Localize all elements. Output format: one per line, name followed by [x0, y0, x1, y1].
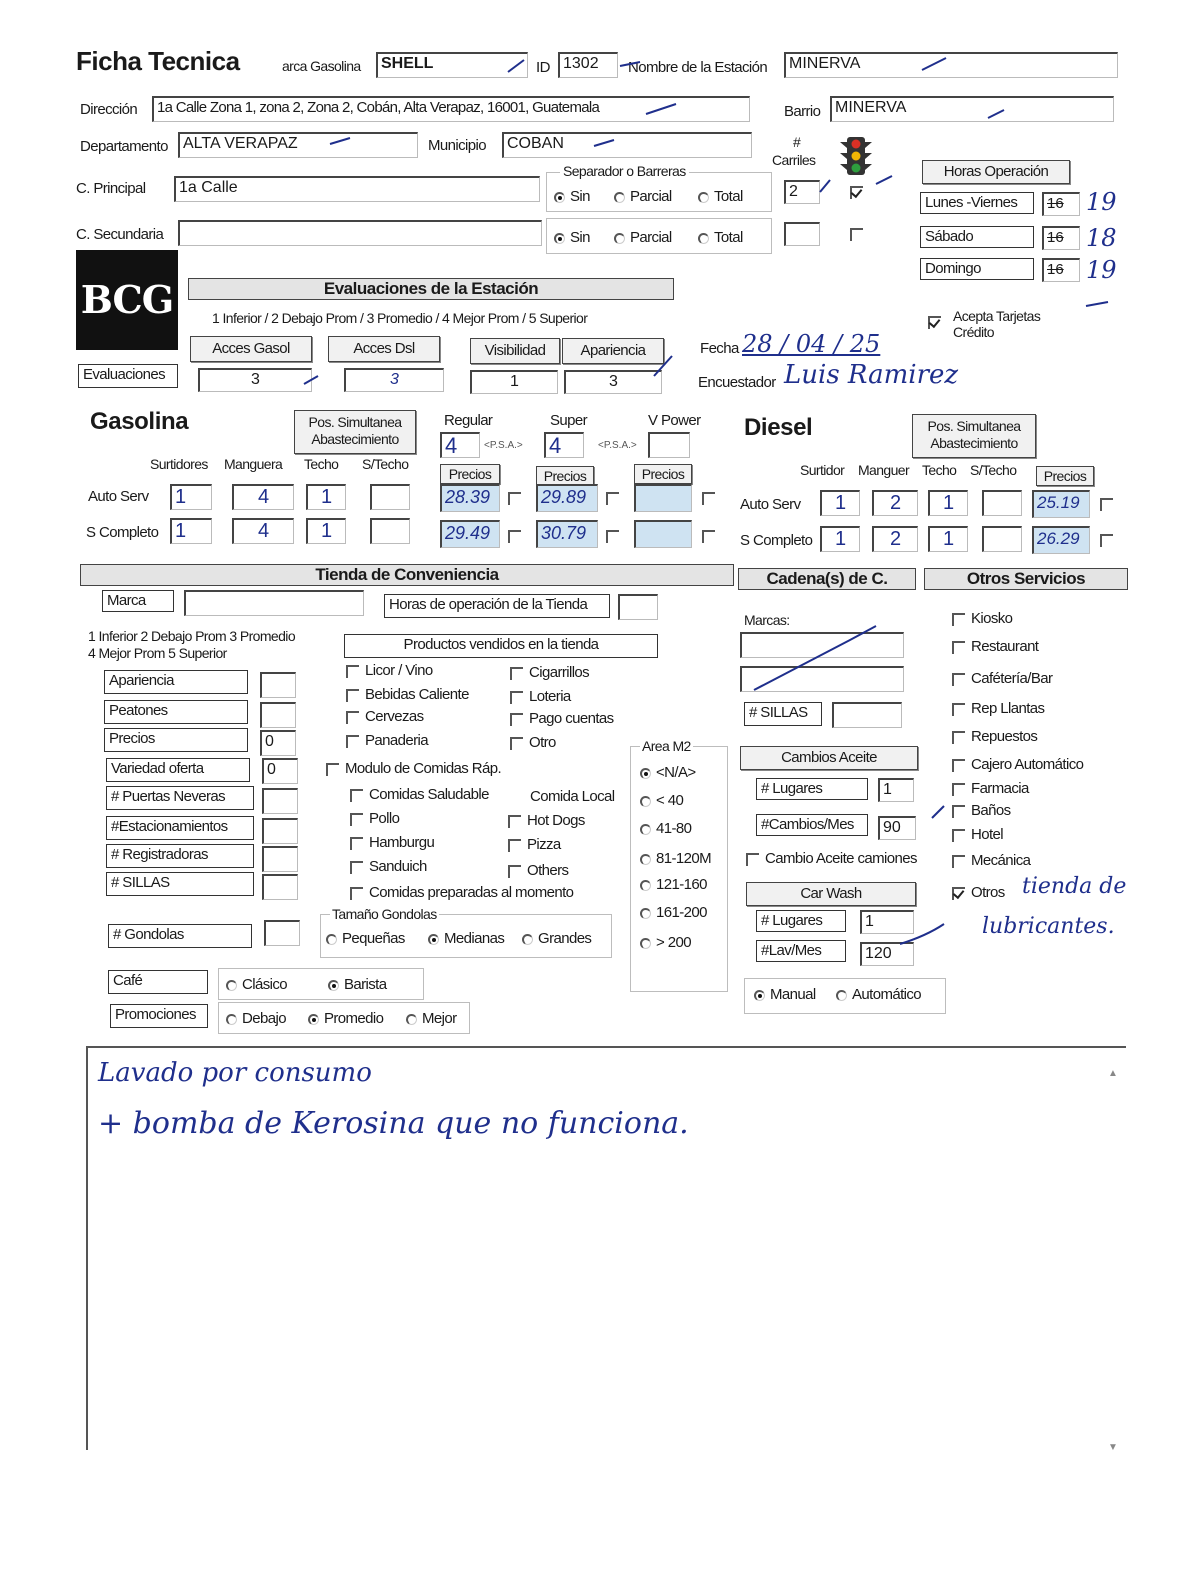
- precios-field-tienda[interactable]: 0: [260, 730, 296, 756]
- separador-principal-parcial[interactable]: Parcial: [614, 188, 672, 205]
- estacionamientos-label: #Estacionamientos: [106, 816, 254, 840]
- cadena-header: Cadena(s) de C.: [738, 568, 916, 590]
- car-wash-automatico[interactable]: Automático: [836, 986, 921, 1003]
- notes-line-1: Lavado por consumo: [98, 1058, 372, 1088]
- gas-scompleto-label: S Completo: [86, 524, 159, 541]
- variedad-label: Variedad oferta: [106, 758, 250, 782]
- gas-sc-manguera-field[interactable]: 4: [232, 518, 294, 544]
- servicio-rep-llantas[interactable]: Rep Llantas: [952, 700, 1044, 717]
- fecha-handwritten: 28 / 04 / 25: [742, 330, 881, 358]
- tamano-medianas[interactable]: Medianas: [428, 930, 504, 947]
- prod-cervezas[interactable]: Cervezas: [346, 708, 424, 725]
- prod-otro[interactable]: Otro: [510, 734, 556, 751]
- lunes-viernes-label: Lunes -Viernes: [920, 192, 1034, 214]
- separador-secundaria-parcial[interactable]: Parcial: [614, 229, 672, 246]
- variedad-field[interactable]: 0: [262, 758, 298, 784]
- cadena-marcas-label: Marcas:: [744, 612, 790, 628]
- precios-label-tienda: Precios: [104, 728, 248, 752]
- calle-principal-label: C. Principal: [76, 180, 146, 197]
- acces-gasol-label: Acces Gasol: [190, 336, 312, 362]
- visibilidad-label: Visibilidad: [470, 338, 560, 364]
- diesel-as-techo-field[interactable]: 1: [928, 490, 968, 516]
- diesel-col-surtidor: Surtidor: [800, 462, 845, 478]
- servicio-cajero[interactable]: Cajero Automático: [952, 756, 1083, 773]
- vpower-precios-label: Precios: [634, 464, 692, 484]
- prod-licor[interactable]: Licor / Vino: [346, 662, 433, 679]
- diesel-precios-label: Precios: [1036, 466, 1094, 486]
- puertas-neveras-label: # Puertas Neveras: [106, 786, 254, 810]
- area-41-80[interactable]: 41-80: [640, 820, 691, 837]
- otros-handwritten-2: lubricantes.: [982, 914, 1115, 939]
- separador-secundaria-sin[interactable]: Sin: [554, 229, 590, 246]
- departamento-label: Departamento: [80, 138, 168, 155]
- gas-as-techo-field[interactable]: 1: [306, 484, 346, 510]
- comida-pollo[interactable]: Pollo: [350, 810, 399, 827]
- gas-as-super-precio[interactable]: 29.89: [536, 484, 598, 512]
- separador-secundaria-total[interactable]: Total: [698, 229, 743, 246]
- tienda-horas-label: Horas de operación de la Tienda: [384, 594, 610, 618]
- diesel-as-precio[interactable]: 25.19: [1032, 490, 1090, 518]
- servicio-restaurant[interactable]: Restaurant: [952, 638, 1038, 655]
- tamano-grandes[interactable]: Grandes: [522, 930, 591, 947]
- area-m2-title: Area M2: [642, 738, 691, 754]
- diesel-sc-techo-field[interactable]: 1: [928, 526, 968, 552]
- registradoras-label: # Registradoras: [106, 844, 254, 868]
- area-81-120[interactable]: 81-120M: [640, 850, 711, 867]
- vpower-label: V Power: [648, 412, 701, 429]
- otros-handwritten-1: tienda de: [1022, 874, 1127, 899]
- nombre-estacion-label: Nombre de la Estación: [628, 59, 768, 76]
- nombre-estacion-field[interactable]: MINERVA: [784, 52, 1118, 78]
- comida-pizza[interactable]: Pizza: [508, 836, 561, 853]
- regular-psa-marker: <P.S.A.>: [484, 440, 523, 451]
- tamano-gondolas-title: Tamaño Gondolas: [332, 906, 437, 922]
- diesel-pos-simultanea-label: Pos. Simultanea Abastecimiento: [912, 414, 1036, 458]
- ca-lugares-field[interactable]: 1: [878, 778, 914, 802]
- sabado-handwritten: 18: [1086, 224, 1117, 252]
- gasolina-pos-simultanea-label: Pos. Simultanea Abastecimiento: [294, 410, 416, 454]
- car-wash-manual[interactable]: Manual: [754, 986, 816, 1003]
- comidas-preparadas[interactable]: Comidas preparadas al momento: [350, 884, 573, 901]
- diesel-sc-surtidor-field[interactable]: 1: [820, 526, 860, 552]
- evaluaciones-header: Evaluaciones de la Estación: [188, 278, 674, 300]
- encuestador-label: Encuestador: [698, 374, 776, 391]
- barrio-label: Barrio: [784, 103, 821, 120]
- lunes-viernes-handwritten: 19: [1086, 188, 1117, 216]
- diesel-col-stecho: S/Techo: [970, 462, 1017, 478]
- promociones-label: Promociones: [110, 1004, 208, 1028]
- barrio-field[interactable]: MINERVA: [830, 96, 1114, 122]
- otros-servicios-header: Otros Servicios: [924, 568, 1128, 590]
- lunes-viernes-field[interactable]: 16: [1042, 192, 1080, 216]
- comida-others[interactable]: Others: [508, 862, 568, 879]
- comida-hamburguesa[interactable]: Hamburgu: [350, 834, 434, 851]
- tienda-scale: 1 Inferior 2 Debajo Prom 3 Promedio 4 Mejor Prom 5 Superior: [88, 628, 295, 661]
- col-surtidores-label: Surtidores: [150, 456, 208, 472]
- super-precios-label: Precios: [536, 466, 594, 486]
- diesel-as-surtidor-field[interactable]: 1: [820, 490, 860, 516]
- direccion-field[interactable]: 1a Calle Zona 1, zona 2, Zona 2, Cobán, Alta Verapaz, 16001, Guatemala: [152, 96, 750, 122]
- servicio-farmacia[interactable]: Farmacia: [952, 780, 1029, 797]
- promo-debajo[interactable]: Debajo: [226, 1010, 286, 1027]
- municipio-label: Municipio: [428, 137, 486, 154]
- sabado-label: Sábado: [920, 226, 1034, 248]
- scroll-up-icon[interactable]: ▲: [1108, 1068, 1118, 1079]
- id-field[interactable]: 1302: [558, 52, 618, 78]
- servicio-otros[interactable]: Otros: [952, 884, 1005, 901]
- gas-sc-techo-field[interactable]: 1: [306, 518, 346, 544]
- regular-label: Regular: [444, 412, 493, 429]
- regular-pos-field[interactable]: 4: [440, 432, 480, 458]
- domingo-field[interactable]: 16: [1042, 258, 1080, 282]
- promo-mejor[interactable]: Mejor: [406, 1010, 457, 1027]
- cafe-barista[interactable]: Barista: [328, 976, 387, 993]
- gas-autoserv-label: Auto Serv: [88, 488, 149, 505]
- gas-sc-surtidores-field[interactable]: 1: [170, 518, 212, 544]
- ca-cambios-mes-field[interactable]: 90: [878, 816, 916, 840]
- cw-lugares-label: # Lugares: [756, 910, 846, 932]
- notes-line-2: + bomba de Kerosina que no funciona.: [98, 1106, 689, 1141]
- diesel-scompleto-label: S Completo: [740, 532, 813, 549]
- cw-lav-mes-field[interactable]: 120: [860, 942, 914, 966]
- diesel-sc-manguera-field[interactable]: 2: [872, 526, 918, 552]
- area-na[interactable]: <N/A>: [640, 764, 696, 781]
- sillas-label-tienda: # SILLAS: [106, 872, 254, 896]
- area-lt-40[interactable]: < 40: [640, 792, 683, 809]
- comida-saludable[interactable]: Comidas Saludable: [350, 786, 489, 803]
- servicio-hotel[interactable]: Hotel: [952, 826, 1003, 843]
- direccion-label: Dirección: [80, 101, 138, 118]
- diesel-as-manguera-field[interactable]: 2: [872, 490, 918, 516]
- gasolina-title: Gasolina: [90, 408, 189, 435]
- prod-panaderia[interactable]: Panaderia: [346, 732, 428, 749]
- super-psa-marker: <P.S.A.>: [598, 440, 637, 451]
- bcg-logo: BCG: [76, 250, 178, 350]
- cw-lav-mes-label: #Lav/Mes: [756, 940, 846, 962]
- tienda-marca-label: Marca: [102, 590, 174, 612]
- promo-promedio[interactable]: Promedio: [308, 1010, 383, 1027]
- marca-gasolina-field[interactable]: SHELL: [376, 52, 528, 78]
- col-techo-label: Techo: [304, 456, 339, 472]
- calle-principal-field[interactable]: 1a Calle: [174, 176, 540, 202]
- col-manguera-label: Manguera: [224, 456, 283, 472]
- peatones-label: Peatones: [104, 700, 248, 724]
- departamento-field[interactable]: ALTA VERAPAZ: [178, 132, 418, 158]
- productos-header: Productos vendidos en la tienda: [344, 634, 658, 658]
- apariencia-label-tienda: Apariencia: [104, 670, 248, 694]
- separador-principal-total[interactable]: Total: [698, 188, 743, 205]
- prod-loteria[interactable]: Loteria: [510, 688, 571, 705]
- marca-gasolina-label: arca Gasolina: [282, 58, 361, 74]
- id-label: ID: [536, 59, 550, 76]
- carriles-hash-label: #: [793, 134, 801, 150]
- prod-bebidas[interactable]: Bebidas Caliente: [346, 686, 469, 703]
- comida-hotdogs[interactable]: Hot Dogs: [508, 812, 585, 829]
- gas-as-regular-precio[interactable]: 28.39: [440, 484, 500, 512]
- prod-pago-cuentas[interactable]: Pago cuentas: [510, 710, 614, 727]
- comida-local-label: Comida Local: [530, 788, 615, 805]
- gas-sc-regular-precio[interactable]: 29.49: [440, 520, 500, 548]
- col-stecho-label: S/Techo: [362, 456, 409, 472]
- cafe-label: Café: [108, 970, 208, 994]
- apariencia-label: Apariencia: [562, 338, 664, 364]
- separador-title: Separador o Barreras: [560, 163, 689, 179]
- modulo-comidas[interactable]: Modulo de Comidas Ráp.: [326, 760, 501, 777]
- calle-secundaria-label: C. Secundaria: [76, 226, 164, 243]
- cambio-aceite-camiones[interactable]: Cambio Aceite camiones: [746, 850, 917, 867]
- separador-principal-sin[interactable]: Sin: [554, 188, 590, 205]
- sabado-field[interactable]: 16: [1042, 226, 1080, 250]
- super-pos-field[interactable]: 4: [544, 432, 584, 458]
- area-161-200[interactable]: 161-200: [640, 904, 707, 921]
- evaluaciones-row-label: Evaluaciones: [78, 364, 178, 388]
- domingo-label: Domingo: [920, 258, 1034, 280]
- area-121-160[interactable]: 121-160: [640, 876, 707, 893]
- super-label: Super: [550, 412, 588, 429]
- ca-cambios-mes-label: #Cambios/Mes: [756, 814, 868, 836]
- cafe-clasico[interactable]: Clásico: [226, 976, 287, 993]
- gondolas-label: # Gondolas: [108, 924, 252, 948]
- municipio-field[interactable]: COBAN: [502, 132, 752, 158]
- servicio-kiosko[interactable]: Kiosko: [952, 610, 1012, 627]
- fecha-label: Fecha: [700, 340, 739, 357]
- scroll-down-icon[interactable]: ▼: [1108, 1442, 1118, 1453]
- apariencia-field[interactable]: 3: [564, 370, 662, 394]
- prod-cigarrillos[interactable]: Cigarrillos: [510, 664, 589, 681]
- acces-gasol-field[interactable]: 3: [198, 368, 312, 392]
- servicio-banos[interactable]: Baños: [952, 802, 1011, 819]
- acepta-tarjetas-label: Acepta Tarjetas Crédito: [953, 308, 1041, 340]
- visibilidad-field[interactable]: 1: [470, 370, 558, 394]
- cw-lugares-field[interactable]: 1: [860, 910, 914, 934]
- gas-sc-super-precio[interactable]: 30.79: [536, 520, 598, 548]
- ca-lugares-label: # Lugares: [756, 778, 868, 800]
- encuestador-handwritten: Luis Ramirez: [784, 360, 959, 390]
- servicio-cafeteria[interactable]: Cafétería/Bar: [952, 670, 1052, 687]
- tienda-header: Tienda de Conveniencia: [80, 564, 734, 586]
- tamano-pequenas[interactable]: Pequeñas: [326, 930, 405, 947]
- diesel-title: Diesel: [744, 414, 813, 441]
- servicio-mecanica[interactable]: Mecánica: [952, 852, 1030, 869]
- diesel-col-techo: Techo: [922, 462, 957, 478]
- domingo-handwritten: 19: [1086, 256, 1117, 284]
- comida-sanduich[interactable]: Sanduich: [350, 858, 427, 875]
- form-title: Ficha Tecnica: [76, 46, 240, 76]
- diesel-sc-precio[interactable]: 26.29: [1032, 526, 1090, 554]
- car-wash-header: Car Wash: [746, 882, 916, 906]
- gas-as-surtidores-field[interactable]: 1: [170, 484, 212, 510]
- evaluaciones-scale: 1 Inferior / 2 Debajo Prom / 3 Promedio / 4 Mejor Prom / 5 Superior: [212, 310, 588, 326]
- carriles-label: Carriles: [772, 152, 816, 168]
- horas-operacion-button[interactable]: Horas Operación: [922, 160, 1070, 184]
- cadena-sillas-label: # SILLAS: [744, 702, 822, 726]
- area-gt-200[interactable]: > 200: [640, 934, 691, 951]
- acces-dsl-label: Acces Dsl: [328, 336, 440, 362]
- servicio-repuestos[interactable]: Repuestos: [952, 728, 1037, 745]
- diesel-col-manguer: Manguer: [858, 462, 910, 478]
- regular-precios-label: Precios: [440, 464, 500, 484]
- diesel-autoserv-label: Auto Serv: [740, 496, 801, 513]
- carriles-principal-field[interactable]: 2: [784, 180, 820, 204]
- gas-as-manguera-field[interactable]: 4: [232, 484, 294, 510]
- acces-dsl-field[interactable]: 3: [344, 368, 444, 392]
- cambios-aceite-header: Cambios Aceite: [740, 746, 918, 770]
